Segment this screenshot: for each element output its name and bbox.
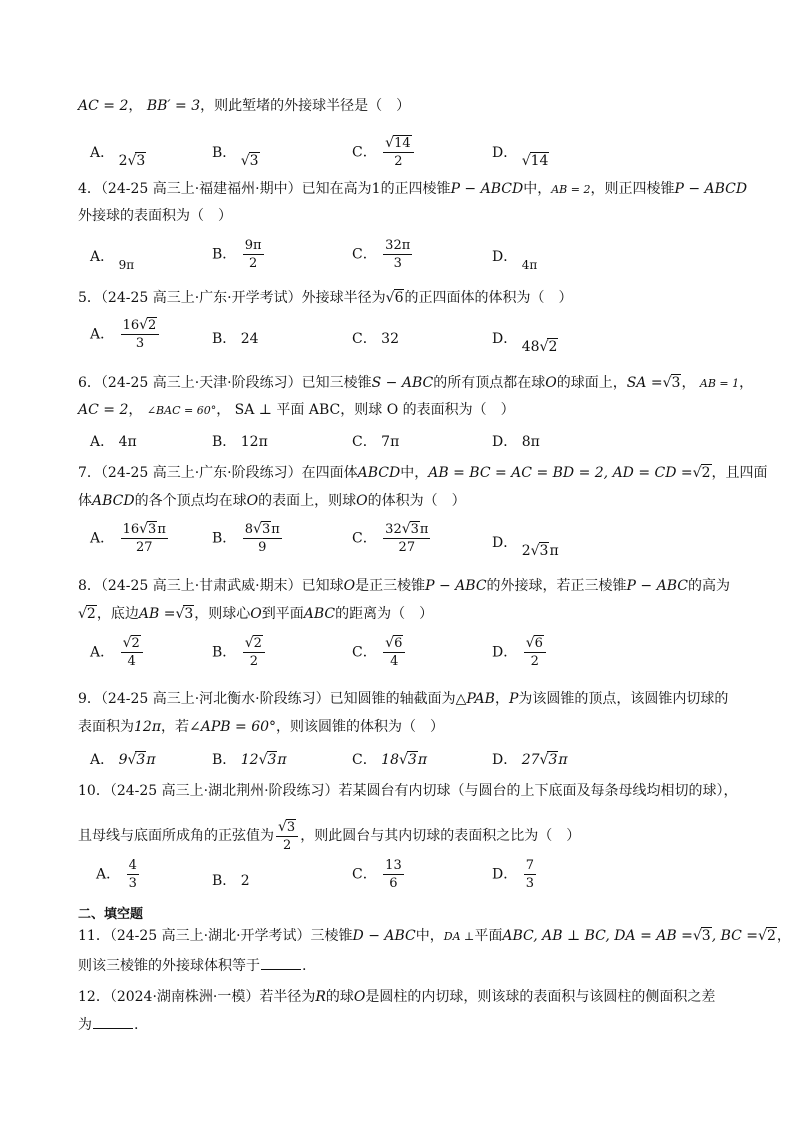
q7-option-b[interactable]: B． $\frac{8√3\pi}{9}$ [212,521,280,555]
q5-option-c[interactable]: C． 32 [352,331,399,347]
q9-options [0,745,800,785]
q9-option-b[interactable]: B． 12√3π [212,752,287,768]
q8-option-c[interactable]: C． $\frac{√6}{4}$ [352,636,407,669]
q9-option-d[interactable]: D． 27√3π [492,752,568,768]
q3-options [0,136,800,176]
q5-number: 5． [78,290,101,306]
q11-answer-blank[interactable] [261,957,301,970]
q4-option-a[interactable]: A． 9π [90,249,135,272]
q9-number: 9． [78,691,101,707]
section-2-heading: 二、填空题 [78,907,144,922]
q3-option-d[interactable]: D． √14 [492,145,549,169]
q9-option-a[interactable]: A． 9√3π [90,752,156,768]
q3-question-tail: ，则此堑堵的外接球半径是（ ） [200,98,411,114]
q8-line-2: √2，底边AB =√3，则球心O到平面ABC的距离为（ ） [78,606,434,622]
q3-ac-value: AC = 2 [78,98,129,114]
q8-option-a[interactable]: A． $\frac{√2}{4}$ [90,636,145,669]
q6-option-d[interactable]: D． 8π [492,434,540,450]
q10-option-a[interactable]: A． $\frac{4}{3}$ [96,858,137,891]
q10-option-d[interactable]: D． $\frac{7}{3}$ [492,858,534,891]
q3-option-a[interactable]: A． 2√3 [90,145,146,169]
q7-option-c[interactable]: C． $\frac{32√3\pi}{27}$ [352,521,429,555]
q8-number: 8． [78,578,101,594]
q6-line-2: AC = 2， ∠BAC = 60°， SA ⊥ 平面 ABC，则球 O 的表面积为（ ） [78,402,515,418]
q11-line-2: 则该三棱锥的外接球体积等于 . [78,958,307,974]
q11-line-1: 11．（24-25 高三上·湖北·开学考试）三棱锥D − ABC中，DA ⊥平面ABC, AB ⊥ BC, DA = AB =√3, BC =√2， [78,928,791,944]
q11-number: 11． [78,928,110,944]
q12-number: 12． [78,989,110,1005]
q7-number: 7． [78,465,101,481]
q8-option-d[interactable]: D． $\frac{√6}{2}$ [492,636,548,669]
q3-continuation-line: AC = 2， BB′ = 3，则此堑堵的外接球半径是（ ） [78,98,411,114]
q4-option-c[interactable]: C． $\frac{32\pi}{3}$ [352,238,411,271]
q8-line-1: 8．（24-25 高三上·甘肃武威·期末）已知球O是正三棱锥P − ABC的外接球，若正三棱锥P − ABC的高为 [78,578,730,594]
q7-option-a[interactable]: A． $\frac{16√3\pi}{27}$ [90,521,166,555]
q5-line-1: 5．（24-25 高三上·广东·开学考试）外接球半径为√6的正四面体的体积为（ ） [78,290,573,306]
q10-line-2: 且母线与底面所成角的正弦值为 $\frac{√3}{2}$ ，则此圆台与其内切球的表面积之比为（ ） [78,818,581,853]
q8-options [0,636,800,676]
q4-option-b[interactable]: B． $\frac{9\pi}{2}$ [212,238,262,271]
q3-bb-value: BB′ = 3 [146,98,201,114]
q9-line-2: 表面积为12π，若∠APB = 60°，则该圆锥的体积为（ ） [78,719,445,735]
q10-option-c[interactable]: C． $\frac{13}{6}$ [352,858,402,891]
q10-number: 10． [78,783,110,799]
q12-line-2: 为 . [78,1017,139,1033]
q10-option-b[interactable]: B． 2 [212,873,250,889]
q7-line-2: 体ABCD的各个顶点均在球O的表面上，则球O的体积为（ ） [78,493,466,509]
q4-line-2: 外接球的表面积为（ ） [78,208,232,224]
q12-line-1: 12．（2024·湖南株洲·一模）若半径为R的球O是圆柱的内切球，则该球的表面积与该圆柱的侧面积之差 [78,989,716,1005]
q6-number: 6． [78,375,101,391]
q8-option-b[interactable]: B． $\frac{√2}{2}$ [212,636,267,669]
q10-options [0,858,800,898]
q5-options [0,318,800,358]
q9-option-c[interactable]: C． 18√3π [352,752,428,768]
q4-options [0,238,800,278]
q5-option-a[interactable]: A． $\frac{16√2}{3}$ [90,318,161,351]
q5-option-b[interactable]: B． 24 [212,331,259,347]
q7-options [0,522,800,562]
q4-number: 4． [78,181,101,197]
q6-line-1: 6．（24-25 高三上·天津·阶段练习）已知三棱锥S − ABC的所有顶点都在球O的球面上，SA =√3， AB = 1， [78,375,754,391]
q3-option-c[interactable]: C． $\frac{√14}{2}$ [352,136,416,169]
q12-answer-blank[interactable] [93,1016,133,1029]
q6-options [0,429,800,469]
q4-line-1: 4．（24-25 高三上·福建福州·期中）已知在高为1的正四棱锥P − ABCD中，AB = 2，则正四棱锥P − ABCD [78,181,748,197]
q6-option-b[interactable]: B． 12π [212,434,268,450]
q6-option-c[interactable]: C． 7π [352,434,400,450]
q5-option-d[interactable]: D． 48√2 [492,331,558,355]
q10-line-1: 10．（24-25 高三上·湖北荆州·阶段练习）若某圆台有内切球（与圆台的上下底面及每条母线均相切的球）， [78,783,738,799]
q4-option-d[interactable]: D． 4π [492,249,538,272]
q7-line-1: 7．（24-25 高三上·广东·阶段练习）在四面体ABCD中，AB = BC = AC = BD = 2, AD = CD =√2，且四面 [78,465,768,481]
q3-option-b[interactable]: B． √3 [212,145,259,169]
q7-option-d[interactable]: D． 2√3π [492,535,559,559]
q6-option-a[interactable]: A． 4π [90,434,137,450]
q9-line-1: 9．（24-25 高三上·河北衡水·阶段练习）已知圆锥的轴截面为△PAB，P为该圆锥的顶点，该圆锥内切球的 [78,691,729,707]
